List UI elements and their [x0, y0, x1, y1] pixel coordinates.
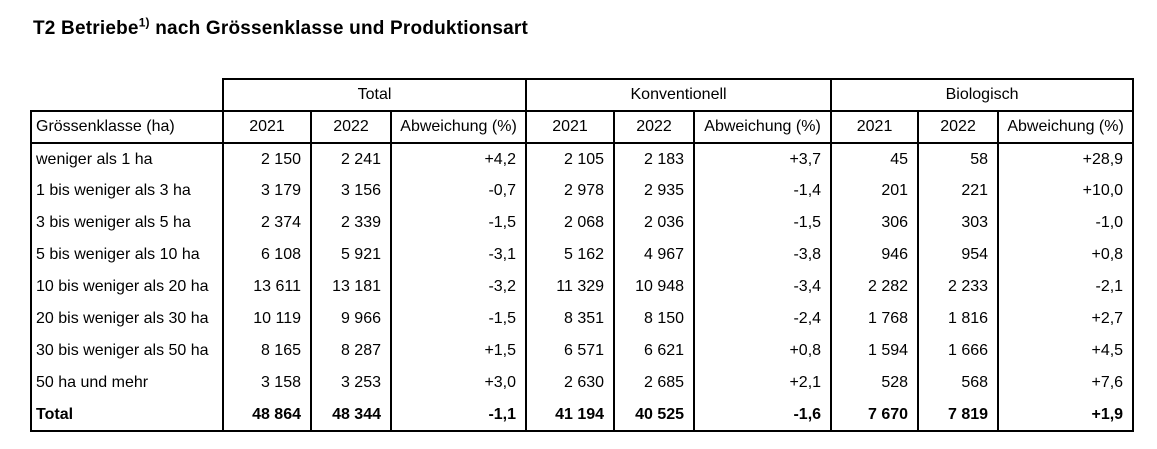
col-header: Abweichung (%) [998, 111, 1133, 143]
table-row [31, 207, 1133, 239]
table-row [31, 175, 1133, 207]
cell-value: 2 183 [614, 143, 694, 175]
cell-value: 48 344 [311, 399, 391, 431]
cell-value: 2 105 [526, 143, 614, 175]
page-title [33, 15, 528, 40]
cell-value: -3,2 [391, 271, 526, 303]
cell-value: 41 194 [526, 399, 614, 431]
cell-value: 946 [831, 239, 918, 271]
table-row [31, 303, 1133, 335]
cell-value: 2 150 [223, 143, 311, 175]
table-row-total [31, 399, 1133, 431]
cell-value: 6 108 [223, 239, 311, 271]
table-row [31, 367, 1133, 399]
table-header [31, 79, 1133, 143]
col-header: Abweichung (%) [694, 111, 831, 143]
cell-value: 8 150 [614, 303, 694, 335]
group-header-total: Total [223, 79, 526, 111]
cell-value: -3,4 [694, 271, 831, 303]
row-label: 10 bis weniger als 20 ha [31, 271, 223, 303]
group-header-biologisch: Biologisch [831, 79, 1133, 111]
col-header: 2021 [831, 111, 918, 143]
cell-value: 954 [918, 239, 998, 271]
cell-value: -1,1 [391, 399, 526, 431]
cell-value: 2 036 [614, 207, 694, 239]
cell-value: -3,1 [391, 239, 526, 271]
cell-value: -1,4 [694, 175, 831, 207]
cell-value: -1,5 [391, 207, 526, 239]
row-label: 1 bis weniger als 3 ha [31, 175, 223, 207]
cell-value: +4,2 [391, 143, 526, 175]
col-header: 2022 [614, 111, 694, 143]
col-header: 2022 [311, 111, 391, 143]
row-label: 20 bis weniger als 30 ha [31, 303, 223, 335]
cell-value: 201 [831, 175, 918, 207]
cell-value: 528 [831, 367, 918, 399]
cell-value: 6 571 [526, 335, 614, 367]
footnote-marker: 1) [138, 15, 150, 30]
cell-value: 306 [831, 207, 918, 239]
cell-value: 2 374 [223, 207, 311, 239]
cell-value: 1 816 [918, 303, 998, 335]
page-title-suffix: nach Grössenklasse und Produktionsart [149, 18, 528, 39]
table-row [31, 335, 1133, 367]
cell-value: 10 119 [223, 303, 311, 335]
cell-value: -1,5 [694, 207, 831, 239]
page-title-text: T2 Betriebe [33, 18, 139, 39]
group-header-konventionell: Konventionell [526, 79, 831, 111]
cell-value: 2 241 [311, 143, 391, 175]
cell-value: 7 819 [918, 399, 998, 431]
cell-value: 8 165 [223, 335, 311, 367]
cell-value: 48 864 [223, 399, 311, 431]
cell-value: 5 162 [526, 239, 614, 271]
cell-value: -1,5 [391, 303, 526, 335]
cell-value: 10 948 [614, 271, 694, 303]
cell-value: +7,6 [998, 367, 1133, 399]
cell-value: 2 630 [526, 367, 614, 399]
group-header-row [31, 79, 1133, 111]
table-body [31, 143, 1133, 431]
col-header: Abweichung (%) [391, 111, 526, 143]
cell-value: +2,1 [694, 367, 831, 399]
cell-value: 2 282 [831, 271, 918, 303]
cell-value: 58 [918, 143, 998, 175]
cell-value: 4 967 [614, 239, 694, 271]
row-label: 5 bis weniger als 10 ha [31, 239, 223, 271]
cell-value: 1 768 [831, 303, 918, 335]
cell-value: -2,4 [694, 303, 831, 335]
cell-value: 2 068 [526, 207, 614, 239]
row-label: Total [31, 399, 223, 431]
col-header: 2021 [223, 111, 311, 143]
cell-value: 8 287 [311, 335, 391, 367]
table-row [31, 143, 1133, 175]
cell-value: 5 921 [311, 239, 391, 271]
cell-value: 2 685 [614, 367, 694, 399]
cell-value: 13 611 [223, 271, 311, 303]
cell-value: +0,8 [998, 239, 1133, 271]
cell-value: -1,6 [694, 399, 831, 431]
cell-value: 2 978 [526, 175, 614, 207]
cell-value: +3,0 [391, 367, 526, 399]
cell-value: 3 156 [311, 175, 391, 207]
col-header: 2021 [526, 111, 614, 143]
cell-value: +1,9 [998, 399, 1133, 431]
table-row [31, 239, 1133, 271]
cell-value: 13 181 [311, 271, 391, 303]
cell-value: +10,0 [998, 175, 1133, 207]
row-label: 50 ha und mehr [31, 367, 223, 399]
cell-value: 45 [831, 143, 918, 175]
cell-value: 2 233 [918, 271, 998, 303]
cell-value: 11 329 [526, 271, 614, 303]
cell-value: 1 666 [918, 335, 998, 367]
cell-value: 9 966 [311, 303, 391, 335]
row-label: 3 bis weniger als 5 ha [31, 207, 223, 239]
table-row [31, 271, 1133, 303]
cell-value: +28,9 [998, 143, 1133, 175]
cell-value: 2 935 [614, 175, 694, 207]
cell-value: -2,1 [998, 271, 1133, 303]
column-header-row [31, 111, 1133, 143]
cell-value: +2,7 [998, 303, 1133, 335]
cell-value: -1,0 [998, 207, 1133, 239]
corner-cell [31, 79, 223, 111]
cell-value: +4,5 [998, 335, 1133, 367]
cell-value: +3,7 [694, 143, 831, 175]
cell-value: 3 253 [311, 367, 391, 399]
cell-value: -0,7 [391, 175, 526, 207]
cell-value: 3 158 [223, 367, 311, 399]
cell-value: 6 621 [614, 335, 694, 367]
cell-value: +0,8 [694, 335, 831, 367]
cell-value: 3 179 [223, 175, 311, 207]
cell-value: -3,8 [694, 239, 831, 271]
row-label: weniger als 1 ha [31, 143, 223, 175]
cell-value: 40 525 [614, 399, 694, 431]
data-table [30, 78, 1134, 432]
cell-value: +1,5 [391, 335, 526, 367]
row-label: 30 bis weniger als 50 ha [31, 335, 223, 367]
row-header-label: Grössenklasse (ha) [31, 111, 223, 143]
cell-value: 2 339 [311, 207, 391, 239]
cell-value: 1 594 [831, 335, 918, 367]
cell-value: 221 [918, 175, 998, 207]
cell-value: 568 [918, 367, 998, 399]
cell-value: 7 670 [831, 399, 918, 431]
col-header: 2022 [918, 111, 998, 143]
cell-value: 8 351 [526, 303, 614, 335]
cell-value: 303 [918, 207, 998, 239]
